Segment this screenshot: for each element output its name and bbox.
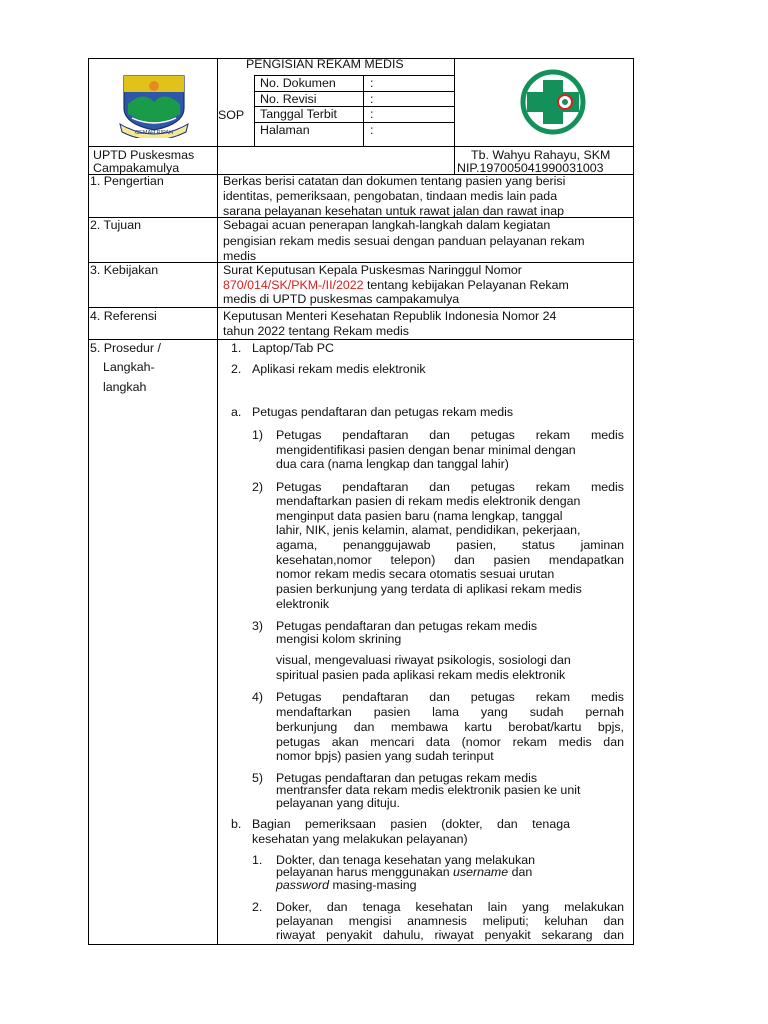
list-marker-a: a. xyxy=(231,405,242,419)
field-label-halaman: Halaman xyxy=(260,123,310,137)
sop-label: SOP xyxy=(218,108,245,122)
referensi-line: tahun 2022 tentang Rekam medis xyxy=(223,324,409,338)
item-number: 4) xyxy=(252,690,264,704)
regional-emblem-logo xyxy=(118,72,190,138)
unit-name-line1: UPTD Puskesmas xyxy=(93,148,195,162)
item-line: mendaftarkan pasien lama yang sudah pernah xyxy=(276,705,624,719)
signer-nip: NIP.197005041990031003 xyxy=(457,161,604,175)
item-number: 1. xyxy=(252,853,263,867)
item-line: Petugas pendaftaran dan petugas rekam medis xyxy=(276,619,538,633)
field-value-no-dokumen: : xyxy=(370,76,374,90)
section-label-kebijakan: 3. Kebijakan xyxy=(90,263,159,277)
referensi-line: Keputusan Menteri Kesehatan Republik Indonesia Nomor 24 xyxy=(223,309,557,323)
field-value-halaman: : xyxy=(370,123,374,137)
item-line: mengidentifikasi pasien dengan benar minimal dengan xyxy=(276,443,576,457)
field-label-no-revisi: No. Revisi xyxy=(260,92,317,106)
item-line: petugas akan mencari data (nomor rekam medis dan xyxy=(276,735,624,749)
list-marker-b: b. xyxy=(231,817,242,831)
item-line: pelayanan yang dituju. xyxy=(276,796,401,810)
tujuan-line: medis xyxy=(223,249,257,263)
section-label-prosedur: 5. Prosedur / xyxy=(90,341,161,355)
kebijakan-line: Surat Keputusan Kepala Puskesmas Naringgul Nomor xyxy=(223,263,522,277)
item-line: Petugas pendaftaran dan petugas rekam medis xyxy=(276,771,538,785)
row-separator-referensi xyxy=(88,339,634,340)
kebijakan-decree-number: 870/014/SK/PKM-/II/2022 xyxy=(223,278,364,292)
field-label-no-dokumen: No. Dokumen xyxy=(260,76,336,90)
tool-item: Laptop/Tab PC xyxy=(252,341,334,355)
item-line-part: pelayanan harus menggunakan xyxy=(276,865,454,879)
item-line: Petugas pendaftaran dan petugas rekam medis xyxy=(276,690,624,704)
document-title: PENGISIAN REKAM MEDIS xyxy=(246,57,404,71)
section-label-pengertian: 1. Pengertian xyxy=(90,174,164,188)
logo-motto: GEMAH RIPAH xyxy=(134,130,174,136)
item-line: dua cara (nama lengkap dan tanggal lahir) xyxy=(276,457,509,471)
tool-item: Aplikasi rekam medis elektronik xyxy=(252,362,426,376)
item-line: spiritual pasien pada aplikasi rekam medis elektronik xyxy=(276,668,566,682)
item-line: mengisi kolom skrining xyxy=(276,632,402,646)
item-number: 1) xyxy=(252,428,264,442)
item-line: riwayat penyakit dahulu, riwayat penyakit sekarang dan xyxy=(276,928,624,942)
field-value-no-revisi: : xyxy=(370,92,374,106)
field-label-tanggal-terbit: Tanggal Terbit xyxy=(260,107,337,121)
password-term: password xyxy=(276,878,330,892)
puskesmas-logo xyxy=(515,68,591,136)
header-fields-left xyxy=(254,75,255,146)
pengertian-line: sarana pelayanan kesehatan untuk rawat jalan dan rawat inap xyxy=(223,204,564,218)
subsection-heading-b: kesehatan yang melakukan pelayanan) xyxy=(252,832,468,846)
item-line: mendaftarkan pasien di rekam medis elektronik dengan xyxy=(276,494,581,508)
item-line: visual, mengevaluasi riwayat psikologis, sosiologi dan xyxy=(276,653,571,667)
tujuan-line: Sebagai acuan penerapan langkah-langkah dalam kegiatan xyxy=(223,218,551,232)
item-line: nomor bpjs) pasien yang sudah terinput xyxy=(276,749,494,763)
section-label-tujuan: 2. Tujuan xyxy=(90,218,141,232)
column-divider-right xyxy=(454,58,455,174)
field-value-tanggal-terbit: : xyxy=(370,107,374,121)
item-line: lahir, NIK, jenis kelamin, alamat, pendidikan, pekerjaan, xyxy=(276,523,581,537)
item-number: 2. xyxy=(252,900,263,914)
tool-number: 1. xyxy=(231,341,242,355)
tujuan-line: pengisian rekam medis sesuai dengan panduan pelayanan rekam xyxy=(223,234,585,248)
item-number: 3) xyxy=(252,619,264,633)
item-line: mentransfer data rekam medis elektronik pasien ke unit xyxy=(276,783,581,797)
signer-name: Tb. Wahyu Rahayu, SKM xyxy=(471,148,611,162)
section-label-prosedur: langkah xyxy=(103,380,147,394)
item-line: agama, penanggujawab pasien, status jaminan xyxy=(276,538,624,552)
username-term: username xyxy=(453,865,509,879)
item-line-part: masing-masing xyxy=(329,878,417,892)
item-line: kesehatan,nomor telepon) dan pasien mendapatkan xyxy=(276,553,624,567)
kebijakan-line-rest: tentang kebijakan Pelayanan Rekam xyxy=(363,278,569,292)
tool-number: 2. xyxy=(231,362,242,376)
item-line: pelayanan mengisi anamnesis meliputi; keluhan dan xyxy=(276,914,624,928)
item-line-part: dan xyxy=(508,865,533,879)
item-line: Petugas pendaftaran dan petugas rekam medis xyxy=(276,480,624,494)
section-label-referensi: 4. Referensi xyxy=(90,309,157,323)
item-line: elektronik xyxy=(276,597,330,611)
header-fields-divider xyxy=(363,75,364,146)
table-right-border xyxy=(633,58,634,944)
row-separator-kebijakan xyxy=(88,307,634,308)
item-line: Doker, dan tenaga kesehatan lain yang melakukan xyxy=(276,900,624,914)
subsection-heading-b: Bagian pemeriksaan pasien (dokter, dan tenaga xyxy=(252,817,570,831)
item-line: nomor rekam medis secara otomatis sesuai urutan xyxy=(276,567,555,581)
item-line xyxy=(276,878,417,893)
subsection-heading-a: Petugas pendaftaran dan petugas rekam medis xyxy=(252,405,514,419)
section-label-prosedur: Langkah- xyxy=(103,360,155,374)
item-number: 5) xyxy=(252,771,264,785)
table-left-border xyxy=(88,58,89,944)
pengertian-line: Berkas berisi catatan dan dokumen tentang pasien yang berisi xyxy=(223,174,566,188)
item-line: Petugas pendaftaran dan petugas rekam medis xyxy=(276,428,624,442)
kebijakan-line: medis di UPTD puskesmas campakamulya xyxy=(223,292,460,306)
item-number: 2) xyxy=(252,480,264,494)
table-bottom-border xyxy=(88,944,634,945)
pengertian-line: identitas, pemeriksaan, pengobatan, tindaan medis lain pada xyxy=(223,189,558,203)
item-line: berkunjung dan membawa kartu berobat/kartu bpjs, xyxy=(276,720,624,734)
kebijakan-line xyxy=(223,278,569,293)
item-line: pasien berkunjung yang terdata di aplikasi rekam medis xyxy=(276,582,582,596)
column-divider-left xyxy=(217,58,218,944)
unit-name-line2: Campakamulya xyxy=(93,161,180,175)
header-bottom-border xyxy=(88,146,634,147)
item-line: Dokter, dan tenaga kesehatan yang melakukan xyxy=(276,853,536,867)
item-line: menginput data pasien baru (nama lengkap, tanggal xyxy=(276,509,563,523)
